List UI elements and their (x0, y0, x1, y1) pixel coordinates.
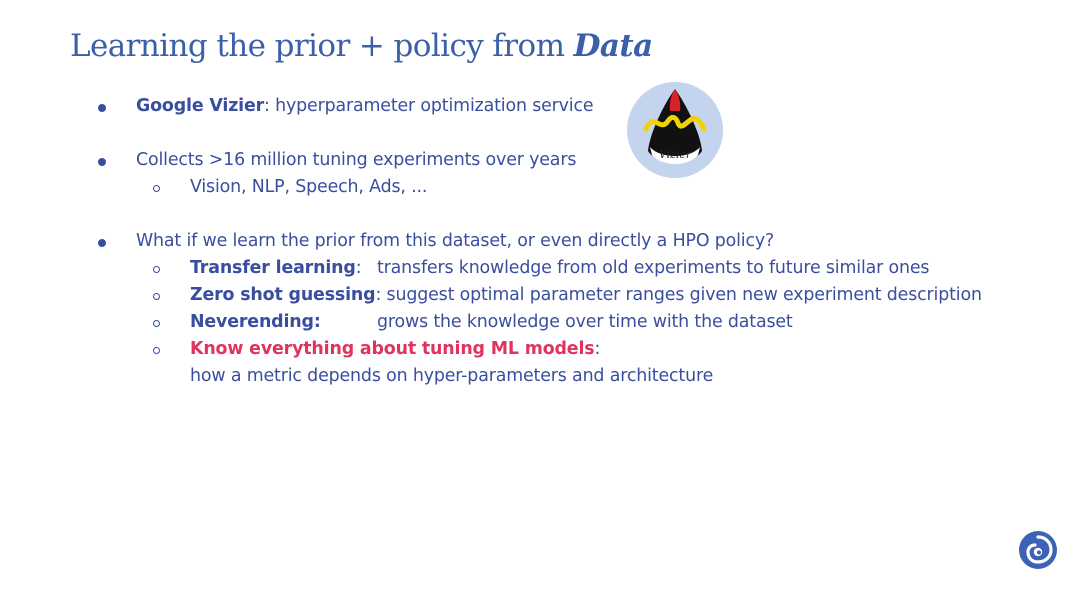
slide-title (70, 28, 653, 64)
sub-bullet-circle (153, 266, 160, 273)
sub-bullet-bold-label: Neverending: (190, 312, 321, 332)
bullet-dot (98, 239, 106, 247)
sub-bullet-sep: : (355, 258, 362, 278)
sub-bullet-continuation: how a metric depends on hyper-parameters and architecture (190, 366, 714, 386)
sub-bullet-neverending (190, 312, 321, 332)
sub-bullet-know-everything (190, 339, 600, 359)
bullet-what-if: What if we learn the prior from this dataset, or even directly a HPO policy? (136, 231, 775, 251)
sub-bullet-domains: Vision, NLP, Speech, Ads, ... (190, 177, 428, 197)
vizier-logo (626, 81, 724, 179)
bullet-text: : hyperparameter optimization service (264, 96, 594, 116)
sub-bullet-sep: : (594, 339, 601, 359)
sub-bullet-transfer-learning (190, 258, 361, 278)
sub-bullet-circle (153, 320, 160, 327)
sub-bullet-circle (153, 347, 160, 354)
sub-bullet-zero-shot (190, 285, 982, 305)
brand-swirl-icon (1018, 530, 1058, 570)
sub-bullet-bold-label: Zero shot guessing (190, 285, 376, 305)
title-emphasis: Data (573, 28, 653, 64)
sub-bullet-circle (153, 185, 160, 192)
title-main: Learning the prior + policy from (70, 28, 574, 64)
sub-bullet-circle (153, 293, 160, 300)
bullet-dot (98, 158, 106, 166)
bullet-collects: Collects >16 million tuning experiments over years (136, 150, 577, 170)
sub-bullet-sep: : (375, 285, 387, 305)
bullet-bold-label: Google Vizier (136, 96, 265, 116)
sub-bullet-transfer-learning-desc: transfers knowledge from old experiments to future similar ones (377, 258, 930, 278)
sub-bullet-bold-label: Transfer learning (190, 258, 356, 278)
sub-bullet-neverending-desc: grows the knowledge over time with the dataset (377, 312, 793, 332)
vizier-logo-text: Vizier (658, 148, 692, 161)
sub-bullet-desc: suggest optimal parameter ranges given new experiment description (386, 285, 982, 305)
bullet-google-vizier (136, 96, 593, 116)
bullet-dot (98, 104, 106, 112)
highlight-text: Know everything about tuning ML models (190, 339, 595, 359)
